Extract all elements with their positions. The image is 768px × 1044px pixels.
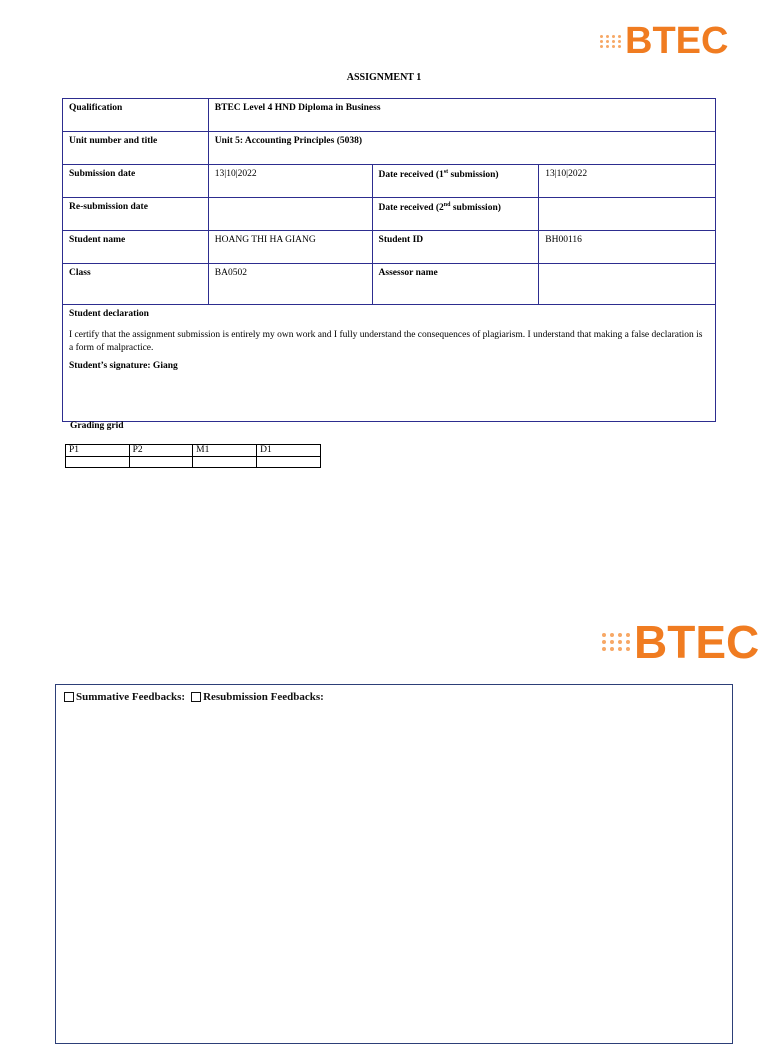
unit-value: Unit 5: Accounting Principles (5038) bbox=[208, 132, 715, 165]
grade-m1-header: M1 bbox=[193, 445, 257, 457]
grade-d1-cell[interactable] bbox=[257, 457, 321, 468]
page-title: ASSIGNMENT 1 bbox=[346, 72, 422, 83]
resubmission-checkbox[interactable] bbox=[191, 692, 201, 702]
date-received-2-label: Date received (2nd submission) bbox=[372, 198, 539, 231]
logo-text: BTEC bbox=[625, 19, 729, 62]
student-declaration bbox=[63, 305, 716, 422]
submission-date-value: 13|10|2022 bbox=[208, 165, 372, 198]
resubmission-date-label: Re-submission date bbox=[63, 198, 209, 231]
btec-logo bbox=[602, 614, 759, 670]
table-row bbox=[63, 198, 716, 231]
grade-p1-header: P1 bbox=[66, 445, 130, 457]
table-row bbox=[63, 264, 716, 305]
submission-date-label: Submission date bbox=[63, 165, 209, 198]
date-received-2-value bbox=[539, 198, 716, 231]
grading-grid bbox=[65, 444, 321, 468]
class-value: BA0502 bbox=[208, 264, 372, 305]
logo-dots-icon bbox=[600, 35, 622, 48]
student-name-value: HOANG THI HA GIANG bbox=[208, 231, 372, 264]
feedback-header bbox=[64, 691, 324, 703]
grade-p1-cell[interactable] bbox=[66, 457, 130, 468]
assignment-info-table bbox=[62, 98, 716, 422]
student-id-label: Student ID bbox=[372, 231, 539, 264]
student-name-label: Student name bbox=[63, 231, 209, 264]
table-row bbox=[66, 457, 321, 468]
btec-logo bbox=[600, 18, 728, 64]
date-received-1-label: Date received (1st submission) bbox=[372, 165, 539, 198]
date-received-1-value: 13|10|2022 bbox=[539, 165, 716, 198]
grade-p2-cell[interactable] bbox=[129, 457, 193, 468]
grade-m1-cell[interactable] bbox=[193, 457, 257, 468]
resubmission-date-value bbox=[208, 198, 372, 231]
qualification-label: Qualification bbox=[63, 99, 209, 132]
class-label: Class bbox=[63, 264, 209, 305]
declaration-heading: Student declaration bbox=[69, 309, 149, 319]
table-row bbox=[63, 165, 716, 198]
unit-label: Unit number and title bbox=[63, 132, 209, 165]
assessor-name-value bbox=[539, 264, 716, 305]
summative-checkbox[interactable] bbox=[64, 692, 74, 702]
student-signature: Student’s signature: Giang bbox=[69, 361, 178, 371]
qualification-value: BTEC Level 4 HND Diploma in Business bbox=[208, 99, 715, 132]
grading-grid-label: Grading grid bbox=[70, 421, 124, 431]
feedback-box[interactable] bbox=[55, 684, 733, 1044]
logo-text: BTEC bbox=[634, 616, 760, 668]
assessor-name-label: Assessor name bbox=[372, 264, 539, 305]
summative-feedback-label: Summative Feedbacks: bbox=[76, 691, 186, 703]
table-row bbox=[66, 445, 321, 457]
table-row bbox=[63, 99, 716, 132]
table-row bbox=[63, 132, 716, 165]
grade-p2-header: P2 bbox=[129, 445, 193, 457]
grade-d1-header: D1 bbox=[257, 445, 321, 457]
declaration-row bbox=[63, 305, 716, 422]
logo-dots-icon bbox=[602, 633, 631, 651]
table-row bbox=[63, 231, 716, 264]
student-id-value: BH00116 bbox=[539, 231, 716, 264]
declaration-text: I certify that the assignment submission is entirely my own work and I fully understand the consequences of plagiarism. I understand that making a false declaration is a form of malpractice. bbox=[69, 330, 703, 353]
resubmission-feedback-label: Resubmission Feedbacks: bbox=[203, 691, 324, 703]
